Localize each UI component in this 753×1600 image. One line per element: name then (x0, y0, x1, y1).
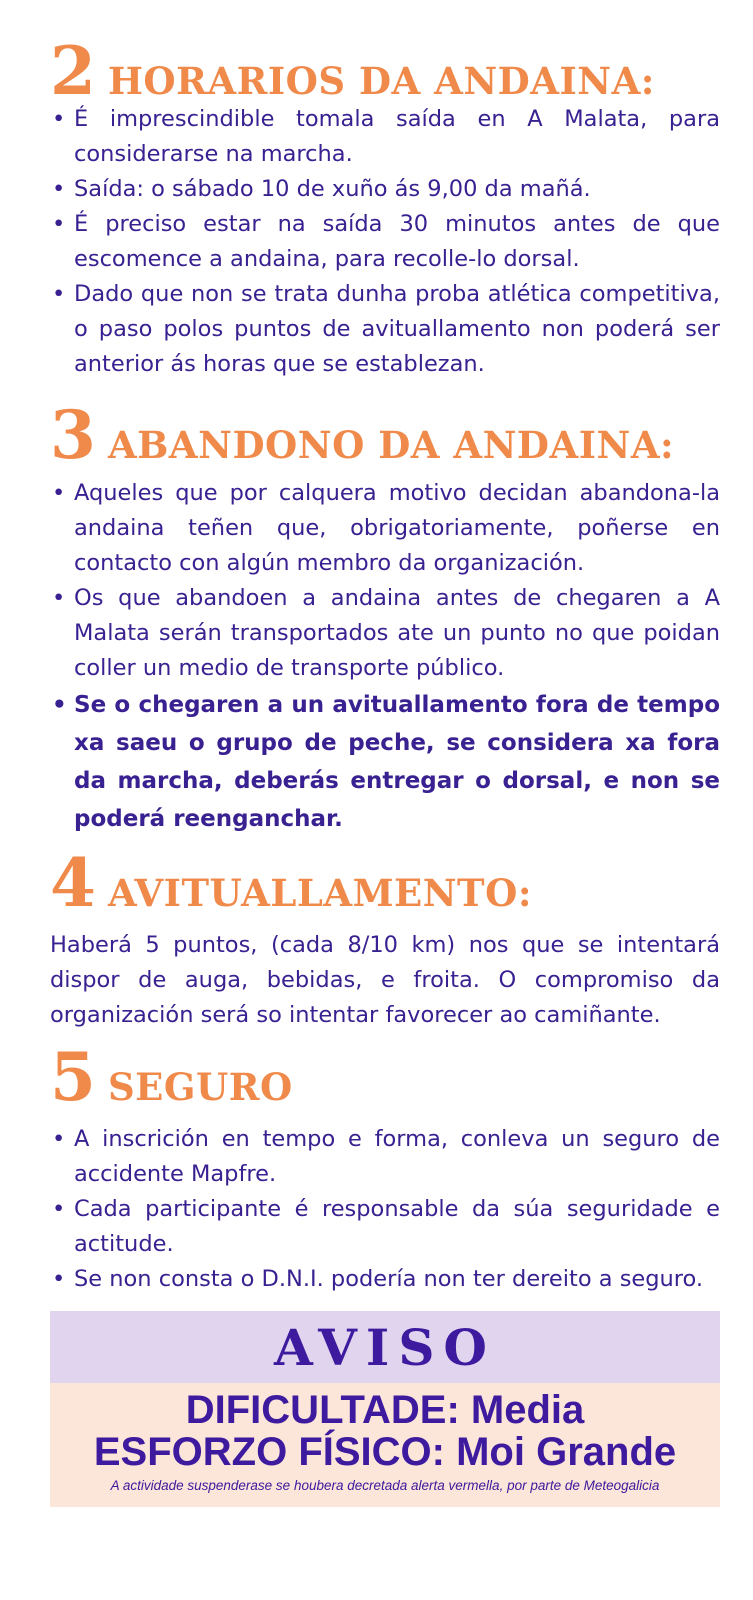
list-item: • Dado que non se trata dunha proba atlética competitiva, o paso polos puntos de avituallamento non poderá ser anterior ás horas que se establezan. (50, 277, 720, 382)
list-item: • Se non consta o D.N.I. podería non ter dereito a seguro. (50, 1262, 720, 1297)
aviso-header (50, 1311, 720, 1383)
section-number: 4 (50, 844, 96, 922)
section-heading-horarios (50, 32, 655, 110)
aviso-title: AVISO (273, 1317, 496, 1377)
section-title: AVITUALLAMENTO: (107, 871, 532, 915)
section-heading-abandono (50, 396, 675, 474)
list-item: • É imprescindible tomala saída en A Malata, para considerarse na marcha. (50, 102, 720, 172)
section-heading-seguro (50, 1038, 293, 1116)
aviso-body (50, 1383, 720, 1507)
avituallamento-text: Haberá 5 puntos, (cada 8/10 km) nos que se intentará dispor de auga, bebidas, e froita. O compromiso da organización será so intentar favorecer ao camiñante. (50, 932, 720, 1028)
list-item: • Saída: o sábado 10 de xuño ás 9,00 da mañá. (50, 172, 720, 207)
list-item-warning: • Se o chegaren a un avituallamento fora de tempo xa saeu o grupo de peche, se considera xa fora da marcha, deberás entregar o dorsal, e non se poderá reenganchar. (50, 686, 720, 838)
aviso-box (50, 1311, 720, 1507)
list-item: • Aqueles que por calquera motivo decidan abandona-la andaina teñen que, obrigatoriamente, poñerse en contacto con algún membro da organización. (50, 476, 720, 581)
seguro-list (50, 1122, 720, 1297)
section-number: 2 (50, 32, 96, 110)
list-item: • Cada participante é responsable da súa seguridade e actitude. (50, 1192, 720, 1262)
list-item: • É preciso estar na saída 30 minutos antes de que escomence a andaina, para recolle-lo dorsal. (50, 207, 720, 277)
section-number: 3 (50, 396, 96, 474)
section-title: SEGURO (107, 1065, 293, 1109)
section-title: ABANDONO DA ANDAINA: (107, 423, 675, 467)
section-number: 5 (50, 1038, 96, 1116)
difficulty-label: DIFICULTADE: Media (185, 1388, 585, 1432)
abandono-list (50, 476, 720, 838)
section-title: HORARIOS DA ANDAINA: (107, 59, 655, 103)
section-heading-avituallamento (50, 844, 532, 922)
horarios-list (50, 102, 720, 382)
effort-label: ESFORZO FÍSICO: Moi Grande (93, 1430, 677, 1474)
list-item: • A inscrición en tempo e forma, conleva un seguro de accidente Mapfre. (50, 1122, 720, 1192)
list-item: • Os que abandoen a andaina antes de chegaren a A Malata serán transportados ate un punto no que poidan coller un medio de transporte público. (50, 581, 720, 686)
alert-note: A actividade suspenderase se houbera decretada alerta vermella, por parte de Meteogalicia (110, 1478, 660, 1493)
